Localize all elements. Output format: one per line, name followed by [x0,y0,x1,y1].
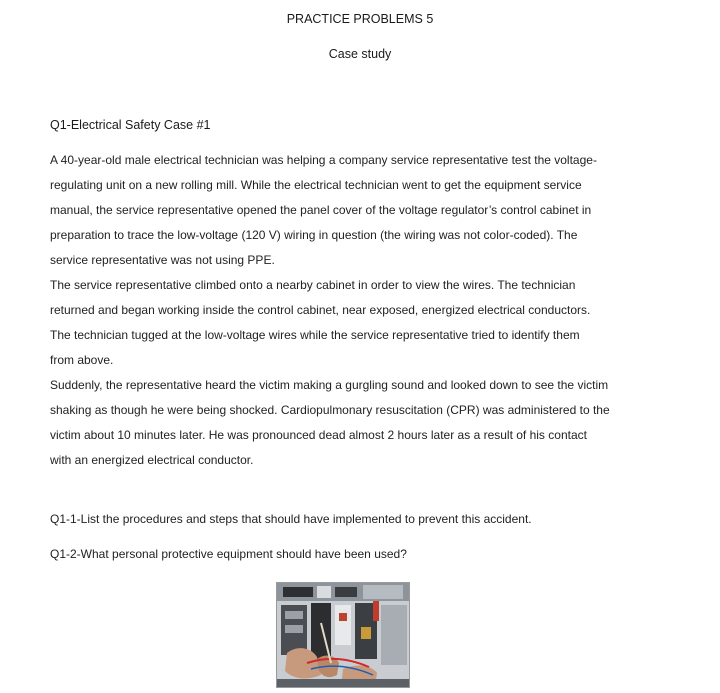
case-description [50,148,650,473]
page-title: PRACTICE PROBLEMS 5 [286,12,434,26]
text-line: service representative was not using PPE. [50,253,275,267]
text-line: regulating unit on a new rolling mill. While the electrical technician went to get the equipment service [50,178,582,192]
question-2: Q1-2-What personal protective equipment should have been used? [50,547,407,561]
text-line: The service representative climbed onto a nearby cabinet in order to view the wires. The technician [50,278,576,292]
photo-illustration [277,583,409,687]
section-heading: Q1-Electrical Safety Case #1 [50,118,211,132]
text-line: from above. [50,353,114,367]
text-line: The technician tugged at the low-voltage wires while the service representative tried to identify them [50,328,580,342]
page-subtitle: Case study [328,47,392,61]
question-1: Q1-1-List the procedures and steps that should have implemented to prevent this accident. [50,512,532,526]
text-line: returned and began working inside the control cabinet, near exposed, energized electrical conductors. [50,303,591,317]
electrical-panel-photo [276,582,410,688]
text-line: A 40-year-old male electrical technician was helping a company service representative test the voltage- [50,153,597,167]
text-line: preparation to trace the low-voltage (120 V) wiring in question (the wiring was not color-coded). The [50,228,578,242]
text-line: victim about 10 minutes later. He was pronounced dead almost 2 hours later as a result of his contact [50,428,587,442]
text-line: Suddenly, the representative heard the victim making a gurgling sound and looked down to see the victim [50,378,609,392]
text-line: shaking as though he were being shocked. Cardiopulmonary resuscitation (CPR) was administered to the [50,403,610,417]
text-line: manual, the service representative opened the panel cover of the voltage regulator’s control cabinet in [50,203,592,217]
text-line: with an energized electrical conductor. [50,453,254,467]
